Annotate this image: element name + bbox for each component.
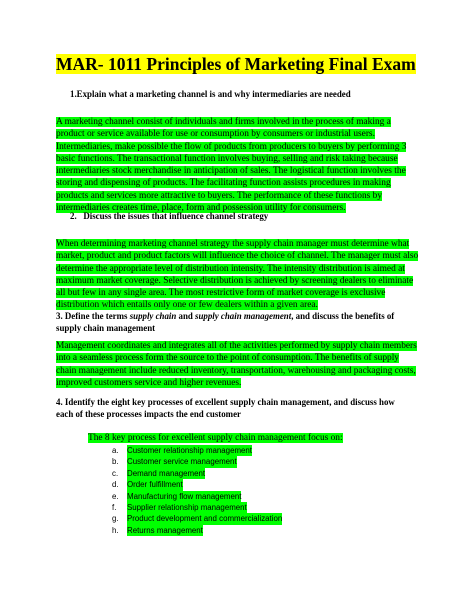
answer-1 xyxy=(56,116,420,214)
question-3-text: . Define the terms xyxy=(60,311,130,321)
list-item-text: Product development and commercialization xyxy=(127,514,283,524)
list-marker: f. xyxy=(112,503,117,513)
question-1: 1.Explain what a marketing channel is and why intermediaries are needed xyxy=(70,89,351,99)
list-item-text: Customer service management xyxy=(127,457,237,467)
term-supply-chain-management: supply chain management xyxy=(195,311,292,321)
list-item-text: Customer relationship management xyxy=(127,446,252,455)
answer-1-line: storing and dispensing of products. The facilitating function assists procedures in making xyxy=(56,178,391,189)
answer-3-line: chain management include reduced inventory, transportation, warehousing and packaging costs, xyxy=(56,365,416,376)
list-item-text: Demand management xyxy=(127,468,206,478)
list-item xyxy=(112,502,282,513)
question-3-text: , and discuss the benefits of xyxy=(291,311,395,321)
answer-1-line: products and services more attractive to buyers. The performance of these functions by xyxy=(56,190,383,201)
question-3-line2: supply chain management xyxy=(56,322,156,333)
list-marker: c. xyxy=(112,468,119,478)
list-item-text: Returns management xyxy=(127,525,203,535)
answer-3-line: Management coordinates and integrates all of the activities performed by supply chain members xyxy=(56,341,417,351)
answer-4-intro-text: The 8 key process for excellent supply chain management focus on: xyxy=(88,433,343,443)
question-3-text: and xyxy=(176,311,196,321)
list-item xyxy=(112,456,282,467)
answer-1-line: intermediaries stock merchandise in anticipation of sales. The logistical function involves the xyxy=(56,166,406,177)
question-2-text: Discuss the issues that influence channel strategy xyxy=(83,211,269,221)
answer-1-line: product or service available for use or consumption by consumers or industrial users. xyxy=(56,129,375,140)
list-item xyxy=(112,525,282,536)
list-marker: e. xyxy=(112,491,119,501)
answer-2-line: market, product and product factors will influence the choice of channel. The manager must also xyxy=(56,251,419,262)
list-item-text: Order fulfillment xyxy=(127,480,183,490)
answer-2-line: distribution which entails only one or few dealers within a given area. xyxy=(56,300,318,311)
question-3 xyxy=(56,311,426,334)
answer-2-line: all but few in any single area. The most restrictive form of market coverage is exclusive xyxy=(56,288,386,299)
list-marker: h. xyxy=(112,525,119,535)
list-item-text: Supplier relationship management xyxy=(127,503,247,513)
question-4-line1: 4. Identify the eight key processes of excellent supply chain management, and discuss how xyxy=(56,397,395,407)
answer-4-intro xyxy=(88,432,343,444)
answer-1-line: A marketing channel consist of individuals and firms involved in the process of making a xyxy=(56,117,391,127)
answer-3 xyxy=(56,340,420,389)
list-marker: d. xyxy=(112,480,119,490)
answer-2-line: When determining marketing channel strategy the supply chain manager must determine what xyxy=(56,239,410,249)
list-marker: a. xyxy=(112,446,119,455)
answer-1-line: basic functions. The transactional function involves buying, selling and risk taking because xyxy=(56,153,398,164)
question-2-number: 2. xyxy=(70,211,77,221)
title-text: MAR- 1011 Principles of Marketing Final Exam xyxy=(56,54,416,74)
list-item-text: Manufacturing flow management xyxy=(127,491,242,501)
answer-1-line: Intermediaries, make possible the flow of products from producers to buyers by performing 3 xyxy=(56,141,407,152)
question-4 xyxy=(56,397,426,420)
list-marker: b. xyxy=(112,457,119,467)
page-title xyxy=(56,54,416,74)
list-marker: g. xyxy=(112,514,119,524)
question-3-number: 3 xyxy=(56,311,61,321)
answer-2-line: maximum market coverage. Selective distribution is achieved by screening dealers to eliminate xyxy=(56,275,414,286)
answer-3-line: into a seamless process form the source to the point of consumption. The benefits of supply xyxy=(56,353,399,364)
term-supply-chain: supply chain xyxy=(129,311,177,321)
answer-1-line: intermediaries creates time, place, form and possession utility for consumers. xyxy=(56,203,346,214)
list-item xyxy=(112,491,282,502)
answer-3-line: improved customers service and higher revenues. xyxy=(56,377,242,388)
list-item xyxy=(112,445,282,456)
answer-2 xyxy=(56,238,420,312)
list-item xyxy=(112,513,282,524)
question-4-line2: each of these processes impacts the end customer xyxy=(56,408,241,419)
question-2 xyxy=(70,211,268,223)
key-process-list xyxy=(112,445,282,536)
answer-2-line: determine the appropriate level of distribution intensity. The intensity distribution is aimed at xyxy=(56,263,405,274)
list-item xyxy=(112,479,282,490)
list-item xyxy=(112,468,282,479)
